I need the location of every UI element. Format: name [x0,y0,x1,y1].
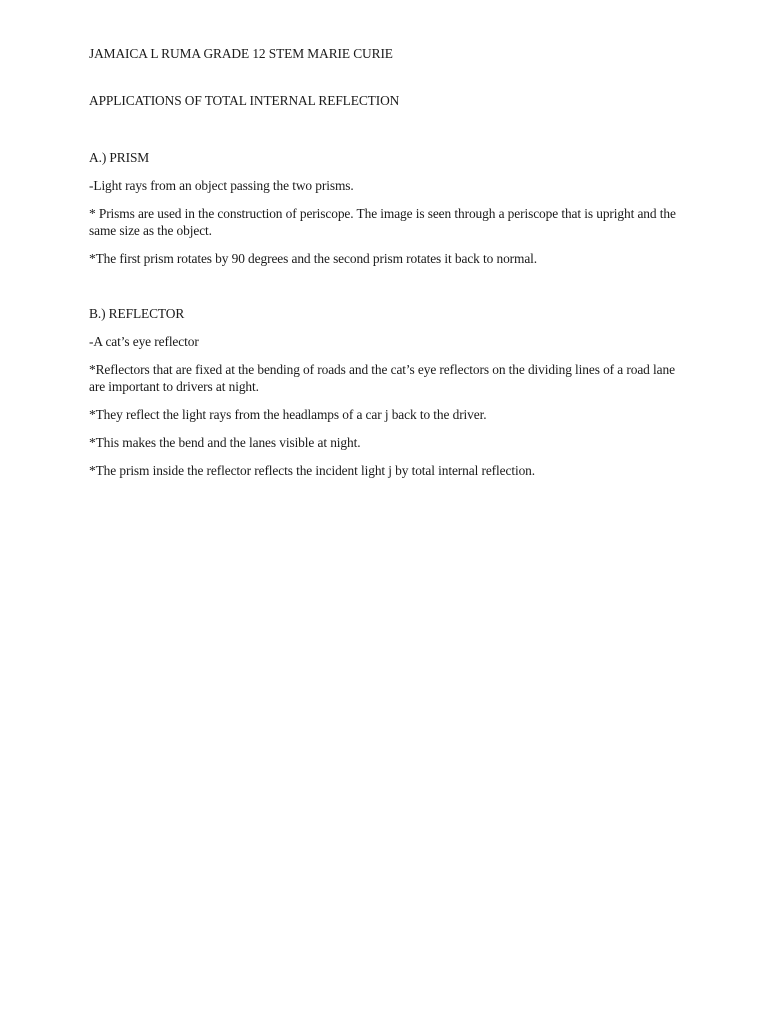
document-title: APPLICATIONS OF TOTAL INTERNAL REFLECTION [89,93,400,108]
section-heading-reflector: B.) REFLECTOR [89,306,185,321]
paragraph: *They reflect the light rays from the headlamps of a car j back to the driver. [89,407,487,422]
section-prism [89,149,679,267]
author-line: JAMAICA L RUMA GRADE 12 STEM MARIE CURIE [89,46,393,61]
document-body [89,45,679,490]
paragraph: -A cat’s eye reflector [89,334,199,349]
paragraph: *This makes the bend and the lanes visible at night. [89,435,361,450]
paragraph: *Reflectors that are fixed at the bending of roads and the cat’s eye reflectors on the dividing lines of a road lane are important to drivers at night. [89,362,675,394]
section-reflector [89,305,679,479]
paragraph: *The first prism rotates by 90 degrees and the second prism rotates it back to normal. [89,251,538,266]
paragraph: -Light rays from an object passing the two prisms. [89,178,354,193]
section-heading-prism: A.) PRISM [89,150,150,165]
paragraph: * Prisms are used in the construction of periscope. The image is seen through a periscope that is upright and the same size as the object. [89,206,676,238]
paragraph: *The prism inside the reflector reflects the incident light j by total internal reflection. [89,463,536,478]
